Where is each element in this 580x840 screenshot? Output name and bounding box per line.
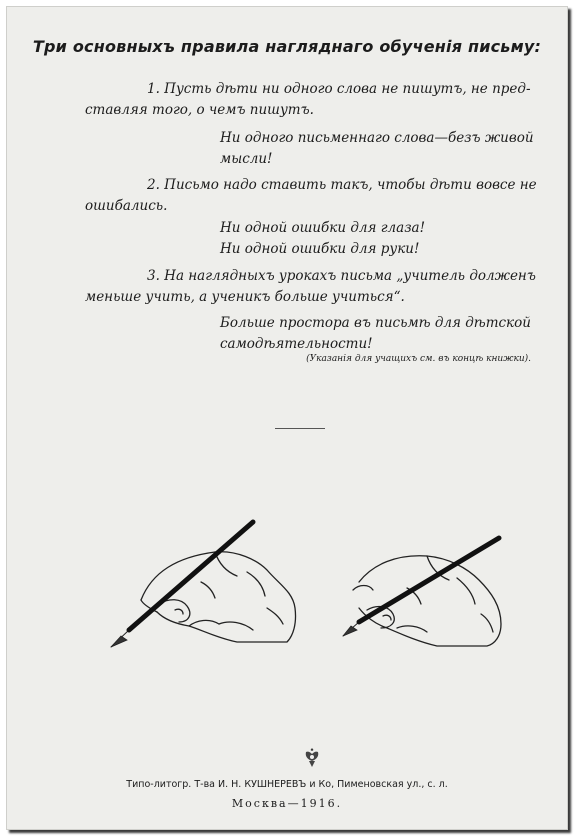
rule-2-motto [220,218,550,260]
page-title: Три основныхъ правила нагляднаго обученія письму: [32,37,542,56]
rule-3-line-1: 3. На наглядныхъ урокахъ письма „учитель долженъ [147,268,536,284]
rule-1-line-1: 1. Пусть дѣти ни одного слова не пишутъ, не пред- [147,81,531,97]
rule-2-line-2: ошибались. [85,198,168,214]
double-headed-eagle-crest [304,747,320,769]
rule-2-motto-line-1: Ни одной ошибки для глаза! [220,220,426,236]
section-divider [275,428,325,429]
rule-1-line-2: ставляя того, о чемъ пишутъ. [85,102,314,118]
rule-2-line-1: 2. Письмо надо ставить такъ, чтобы дѣти вовсе не [147,177,537,193]
hand-writing-illustration [97,512,517,662]
book-page [6,6,568,830]
rule-3-motto-line-2: самодѣятельности! [220,336,373,352]
rule-2-motto-line-2: Ни одной ошибки для руки! [220,241,420,257]
rule-1-motto [220,128,550,170]
rule-3-line-2: меньше учить, а ученикъ больше учиться“. [85,289,405,305]
rule-3-motto-line-1: Больше простора въ письмѣ для дѣтской [220,315,531,331]
rule-1-motto-line-2: мысли! [220,151,273,167]
printer-imprint: Типо-литогр. Т-ва И. Н. КУШНЕРЕВЪ и Ко, Пименовская ул., с. л. [126,779,448,790]
instructions-note: (Указанія для учащихъ см. въ концѣ книжки). [306,354,531,364]
rule-3-motto [220,313,550,355]
rule-1-motto-line-1: Ни одного письменнаго слова—безъ живой [220,130,534,146]
place-and-year: Москва—1916. [231,797,343,810]
